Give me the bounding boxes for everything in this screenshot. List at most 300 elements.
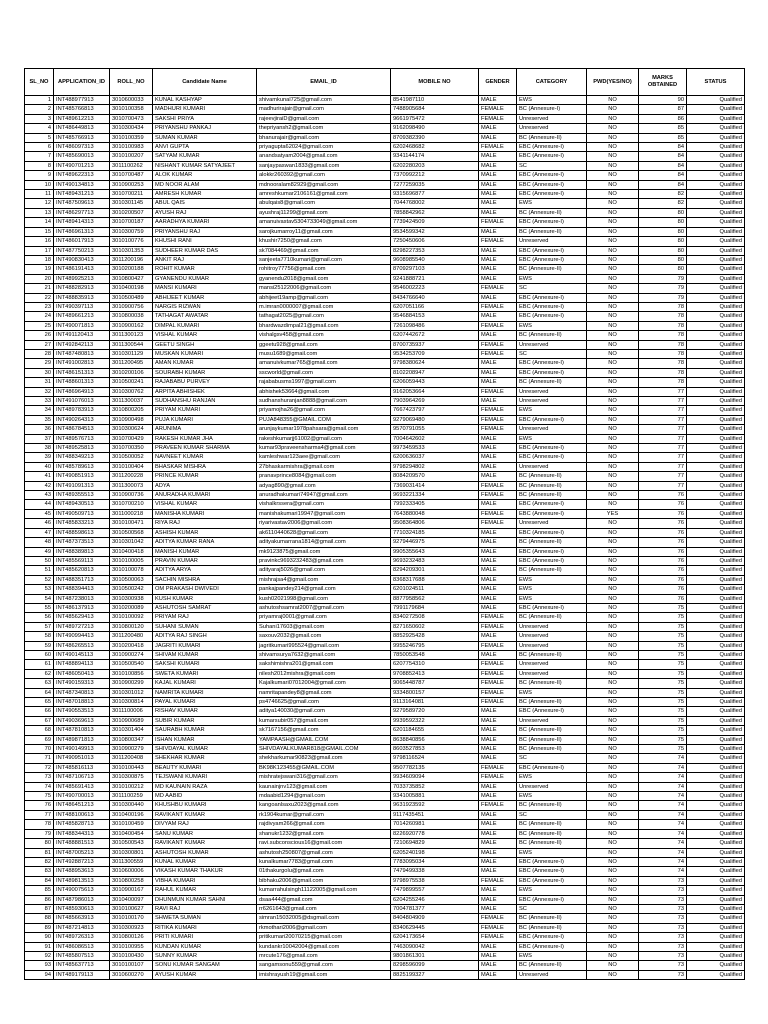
cell-status: Qualified [687,378,745,387]
cell-mobile-no: 6202280203 [391,161,479,170]
cell-candidate-name: KAJAL KUMARI [153,679,257,688]
cell-sl-no: 23 [25,302,54,311]
cell-pwd: NO [587,829,639,838]
table-row [25,302,745,311]
cell-email-id: amanuivkumar765@gmail.com [257,359,391,368]
cell-marks: 77 [639,415,687,424]
cell-mobile-no: 7250450606 [391,237,479,246]
cell-pwd: NO [587,500,639,509]
cell-roll-no: 3010100983 [110,143,153,152]
cell-mobile-no: 7643880048 [391,509,479,518]
cell-candidate-name: ADITYA RAJ SINGH [153,632,257,641]
cell-candidate-name: ANKIT RAJ [153,255,257,264]
cell-pwd: NO [587,208,639,217]
cell-pwd: NO [587,688,639,697]
cell-status: Qualified [687,509,745,518]
cell-mobile-no: 9693221334 [391,491,479,500]
cell-email-id: rohitroy77756@gmail.com [257,265,391,274]
cell-sl-no: 52 [25,575,54,584]
table-row [25,839,745,848]
cell-mobile-no: 7277259035 [391,180,479,189]
table-row [25,246,745,255]
cell-category: BC (Annexure-II) [517,208,587,217]
cell-application-id: INT486017913 [54,237,110,246]
cell-status: Qualified [687,406,745,415]
cell-mobile-no: 9798975538 [391,876,479,885]
cell-category: EBC (Annexure-I) [517,707,587,716]
cell-marks: 74 [639,763,687,772]
col-sl-no: SL_NO [25,69,54,96]
cell-roll-no: 3010200418 [110,641,153,650]
cell-category: EBC (Annexure-I) [517,246,587,255]
cell-mobile-no: 9693232483 [391,556,479,565]
col-marks-obtained: MARKS OBTAINED [639,69,687,96]
cell-status: Qualified [687,519,745,528]
cell-status: Qualified [687,763,745,772]
cell-sl-no: 7 [25,152,54,161]
cell-mobile-no: 6204173654 [391,933,479,942]
cell-category: EBC (Annexure-I) [517,180,587,189]
cell-email-id: 01thakurgolu@gmail.com [257,867,391,876]
cell-marks: 73 [639,951,687,960]
cell-candidate-name: DHUNMUN KUMAR SAHNI [153,895,257,904]
cell-marks: 84 [639,180,687,189]
cell-sl-no: 89 [25,923,54,932]
cell-pwd: NO [587,857,639,866]
cell-status: Qualified [687,660,745,669]
cell-category: EWS [517,199,587,208]
cell-sl-no: 10 [25,180,54,189]
cell-roll-no: 3010300624 [110,425,153,434]
cell-marks: 74 [639,867,687,876]
cell-application-id: INT490509713 [54,509,110,518]
table-row [25,453,745,462]
cell-status: Qualified [687,538,745,547]
cell-application-id: INT489355513 [54,491,110,500]
cell-application-id: INT491120413 [54,331,110,340]
cell-sl-no: 70 [25,745,54,754]
cell-gender: FEMALE [479,679,517,688]
cell-candidate-name: NARGIS RIZWAN [153,302,257,311]
cell-roll-no: 3010700210 [110,500,153,509]
cell-roll-no: 3010100955 [110,942,153,951]
cell-roll-no: 3010500540 [110,660,153,669]
cell-gender: FEMALE [479,876,517,885]
cell-roll-no: 3010700487 [110,171,153,180]
cell-candidate-name: NISHANT KUMAR SATYAJEET [153,161,257,170]
cell-mobile-no: 7370992212 [391,171,479,180]
cell-gender: FEMALE [479,613,517,622]
cell-candidate-name: MD AABID [153,792,257,801]
cell-mobile-no: 8294209301 [391,566,479,575]
cell-mobile-no: 9341144174 [391,152,479,161]
cell-marks: 77 [639,434,687,443]
cell-mobile-no: 7858842962 [391,208,479,217]
cell-email-id: sakshimishra201@gmail.com [257,660,391,669]
table-row [25,444,745,453]
cell-roll-no: 3010100212 [110,782,153,791]
cell-marks: 75 [639,650,687,659]
cell-gender: MALE [479,716,517,725]
cell-sl-no: 43 [25,491,54,500]
cell-pwd: NO [587,538,639,547]
cell-status: Qualified [687,641,745,650]
cell-email-id: rajeevjiraiD@gmail.com [257,114,391,123]
cell-marks: 74 [639,754,687,763]
cell-sl-no: 6 [25,143,54,152]
cell-category: EBC (Annexure-I) [517,359,587,368]
cell-email-id: amreshkumar2106161@gmail.com [257,190,391,199]
cell-gender: MALE [479,152,517,161]
cell-marks: 74 [639,773,687,782]
table-row [25,227,745,236]
cell-category: BC (Annexure-II) [517,735,587,744]
cell-candidate-name: MUSKAN KUMARI [153,349,257,358]
cell-category: Unreserved [517,425,587,434]
table-row [25,745,745,754]
cell-gender: FEMALE [479,340,517,349]
cell-sl-no: 69 [25,735,54,744]
cell-roll-no: 3010900736 [110,491,153,500]
cell-sl-no: 19 [25,265,54,274]
cell-mobile-no: 6201184655 [391,726,479,735]
cell-mobile-no: 9801861301 [391,951,479,960]
cell-category: SC [517,754,587,763]
cell-email-id: pravinkc9693232483@gmail.com [257,556,391,565]
cell-roll-no: 3010500568 [110,528,153,537]
cell-marks: 75 [639,707,687,716]
cell-pwd: NO [587,650,639,659]
cell-category: EBC (Annexure-I) [517,368,587,377]
cell-sl-no: 81 [25,848,54,857]
table-row [25,735,745,744]
cell-category: EBC (Annexure-I) [517,528,587,537]
cell-pwd: NO [587,669,639,678]
table-row [25,698,745,707]
cell-roll-no: 3010301404 [110,726,153,735]
table-row [25,462,745,471]
cell-candidate-name: ADITYA ARYA [153,566,257,575]
cell-sl-no: 82 [25,857,54,866]
cell-gender: MALE [479,199,517,208]
cell-application-id: INT486050413 [54,669,110,678]
cell-application-id: INT489783913 [54,406,110,415]
cell-roll-no: 3011300123 [110,331,153,340]
cell-email-id: mansi25122006@gmail.com [257,284,391,293]
cell-gender: MALE [479,274,517,283]
cell-marks: 84 [639,143,687,152]
cell-sl-no: 87 [25,904,54,913]
table-row [25,387,745,396]
cell-application-id: INT486449813 [54,124,110,133]
cell-status: Qualified [687,368,745,377]
cell-category: EBC (Annexure-I) [517,763,587,772]
cell-mobile-no: 6202468682 [391,143,479,152]
cell-marks: 73 [639,961,687,970]
cell-email-id: kunalkumar7783@gmail.com [257,857,391,866]
cell-application-id: INT491002813 [54,359,110,368]
cell-gender: FEMALE [479,406,517,415]
cell-sl-no: 17 [25,246,54,255]
cell-marks: 80 [639,246,687,255]
cell-email-id: tathagat2025@gmail.com [257,312,391,321]
cell-application-id: INT487005213 [54,848,110,857]
cell-roll-no: 3011000218 [110,509,153,518]
cell-category: BC (Annexure-II) [517,472,587,481]
cell-status: Qualified [687,237,745,246]
table-row [25,603,745,612]
cell-application-id: INT486964913 [54,387,110,396]
cell-mobile-no: 8700735937 [391,340,479,349]
cell-marks: 82 [639,190,687,199]
cell-application-id: INT487986013 [54,895,110,904]
cell-marks: 84 [639,152,687,161]
cell-status: Qualified [687,632,745,641]
cell-status: Qualified [687,848,745,857]
cell-mobile-no: 6206059443 [391,378,479,387]
cell-marks: 75 [639,726,687,735]
cell-pwd: NO [587,585,639,594]
cell-pwd: NO [587,716,639,725]
cell-marks: 80 [639,265,687,274]
cell-mobile-no: 9905355643 [391,547,479,556]
cell-category: Unreserved [517,716,587,725]
cell-pwd: NO [587,434,639,443]
cell-application-id: INT487750213 [54,246,110,255]
cell-application-id: INT485766913 [54,133,110,142]
cell-roll-no: 3010900299 [110,679,153,688]
cell-candidate-name: SUHANI SUMAN [153,622,257,631]
cell-application-id: INT489726313 [54,933,110,942]
cell-roll-no: 3010700211 [110,190,153,199]
cell-status: Qualified [687,801,745,810]
cell-pwd: NO [587,970,639,979]
cell-gender: FEMALE [479,622,517,631]
cell-mobile-no: 8226920778 [391,829,479,838]
cell-application-id: INT485690013 [54,152,110,161]
cell-sl-no: 92 [25,951,54,960]
cell-marks: 75 [639,641,687,650]
table-row [25,547,745,556]
cell-marks: 85 [639,124,687,133]
cell-pwd: NO [587,227,639,236]
cell-category: BC (Annexure-II) [517,923,587,932]
cell-category: EBC (Annexure-I) [517,857,587,866]
table-row [25,152,745,161]
cell-marks: 76 [639,528,687,537]
cell-category: BC (Annexure-II) [517,820,587,829]
cell-application-id: INT485930613 [54,904,110,913]
cell-marks: 84 [639,171,687,180]
cell-email-id: sudhanshuranjan8888@gmail.com [257,397,391,406]
cell-roll-no: 3011100262 [110,161,153,170]
cell-status: Qualified [687,867,745,876]
cell-candidate-name: KHUSHI RANI [153,237,257,246]
cell-application-id: INT485807513 [54,951,110,960]
cell-gender: MALE [479,707,517,716]
cell-status: Qualified [687,895,745,904]
cell-gender: MALE [479,566,517,575]
cell-category: Unreserved [517,970,587,979]
cell-mobile-no: 7004781377 [391,904,479,913]
cell-candidate-name: GYANENDU KUMAR [153,274,257,283]
cell-email-id: SHIVDAYALKUMAR818@GMAIL.COM [257,745,391,754]
cell-gender: FEMALE [479,387,517,396]
cell-gender: MALE [479,632,517,641]
cell-sl-no: 93 [25,961,54,970]
cell-mobile-no: 8271650602 [391,622,479,631]
cell-category: EBC (Annexure-I) [517,453,587,462]
cell-status: Qualified [687,349,745,358]
cell-candidate-name: ABHIJEET KUMAR [153,293,257,302]
cell-candidate-name: SUBIR KUMAR [153,716,257,725]
cell-category: BC (Annexure-II) [517,613,587,622]
cell-gender: MALE [479,829,517,838]
table-row [25,914,745,923]
cell-status: Qualified [687,622,745,631]
cell-sl-no: 38 [25,444,54,453]
cell-pwd: NO [587,886,639,895]
cell-marks: 78 [639,331,687,340]
cell-status: Qualified [687,820,745,829]
cell-sl-no: 79 [25,829,54,838]
cell-pwd: NO [587,124,639,133]
cell-email-id: khushir7250@gmail.com [257,237,391,246]
cell-status: Qualified [687,782,745,791]
cell-email-id: nilesh2012mishra@gmail.com [257,669,391,678]
cell-status: Qualified [687,472,745,481]
cell-status: Qualified [687,462,745,471]
table-row [25,716,745,725]
cell-gender: MALE [479,378,517,387]
cell-application-id: INT490951013 [54,754,110,763]
cell-roll-no: 3011200408 [110,754,153,763]
cell-mobile-no: 7033735852 [391,782,479,791]
cell-email-id: ps4746625@gmail.com [257,698,391,707]
cell-category: Unreserved [517,632,587,641]
table-row [25,349,745,358]
cell-mobile-no: 7992333405 [391,500,479,509]
cell-mobile-no: 9973459533 [391,444,479,453]
cell-category: EWS [517,321,587,330]
cell-status: Qualified [687,133,745,142]
cell-application-id: INT490149913 [54,745,110,754]
cell-gender: FEMALE [479,641,517,650]
cell-roll-no: 3010500241 [110,378,153,387]
cell-marks: 80 [639,227,687,236]
cell-candidate-name: PRAVEEN KUMAR SHARMA [153,444,257,453]
cell-pwd: NO [587,951,639,960]
cell-marks: 87 [639,105,687,114]
cell-gender: MALE [479,397,517,406]
cell-mobile-no: 9570791055 [391,425,479,434]
cell-candidate-name: SONU KUMAR SANGAM [153,961,257,970]
table-row [25,754,745,763]
cell-sl-no: 37 [25,434,54,443]
cell-roll-no: 3010500063 [110,575,153,584]
cell-gender: MALE [479,942,517,951]
cell-roll-no: 3011100259 [110,792,153,801]
cell-pwd: NO [587,933,639,942]
cell-status: Qualified [687,218,745,227]
cell-application-id: INT487018813 [54,698,110,707]
cell-mobile-no: 6207754310 [391,660,479,669]
cell-sl-no: 90 [25,933,54,942]
cell-category: EWS [517,886,587,895]
cell-marks: 76 [639,566,687,575]
cell-mobile-no: 9334800157 [391,688,479,697]
cell-candidate-name: MANISH KUMAR [153,547,257,556]
cell-category: EWS [517,594,587,603]
cell-pwd: NO [587,923,639,932]
col-pwd: PWD(YES/NO) [587,69,639,96]
cell-category: BC (Annexure-II) [517,698,587,707]
cell-status: Qualified [687,914,745,923]
cell-email-id: bhardwazdimpal21@gmail.com [257,321,391,330]
cell-email-id: sk7084469@gmail.com [257,246,391,255]
cell-roll-no: 3010900498 [110,415,153,424]
cell-gender: MALE [479,265,517,274]
cell-application-id: INT489179113 [54,970,110,979]
table-row [25,857,745,866]
cell-pwd: NO [587,190,639,199]
table-row [25,161,745,170]
table-row [25,961,745,970]
cell-gender: MALE [479,96,517,105]
cell-pwd: NO [587,792,639,801]
cell-category: EBC (Annexure-I) [517,895,587,904]
cell-pwd: NO [587,745,639,754]
table-row [25,679,745,688]
cell-mobile-no: 7210694829 [391,839,479,848]
cell-mobile-no: 9534599342 [391,227,479,236]
cell-marks: 73 [639,904,687,913]
cell-sl-no: 41 [25,472,54,481]
cell-mobile-no: 8709297103 [391,265,479,274]
cell-mobile-no: 9279069480 [391,415,479,424]
cell-category: Unreserved [517,397,587,406]
col-application-id: APPLICATION_ID [54,69,110,96]
cell-application-id: INT489431213 [54,190,110,199]
cell-sl-no: 12 [25,199,54,208]
cell-application-id: INT490134813 [54,180,110,189]
cell-sl-no: 71 [25,754,54,763]
cell-roll-no: 3010100627 [110,904,153,913]
cell-status: Qualified [687,792,745,801]
cell-gender: MALE [479,848,517,857]
table-row [25,265,745,274]
table-row [25,472,745,481]
cell-mobile-no: 9162098490 [391,124,479,133]
cell-mobile-no: 6201024511 [391,585,479,594]
cell-gender: MALE [479,754,517,763]
cell-roll-no: 3010600270 [110,970,153,979]
cell-category: BC (Annexure-II) [517,491,587,500]
cell-roll-no: 3010600006 [110,867,153,876]
table-row [25,180,745,189]
table-row [25,688,745,697]
cell-candidate-name: ADITYA KUMAR RANA [153,538,257,547]
table-row [25,763,745,772]
cell-roll-no: 3010100404 [110,462,153,471]
cell-marks: 76 [639,491,687,500]
cell-roll-no: 3010100107 [110,961,153,970]
cell-status: Qualified [687,124,745,133]
table-row [25,904,745,913]
cell-candidate-name: KUSH KUMAR [153,594,257,603]
cell-category: BC (Annexure-II) [517,331,587,340]
cell-mobile-no: 9117435451 [391,810,479,819]
